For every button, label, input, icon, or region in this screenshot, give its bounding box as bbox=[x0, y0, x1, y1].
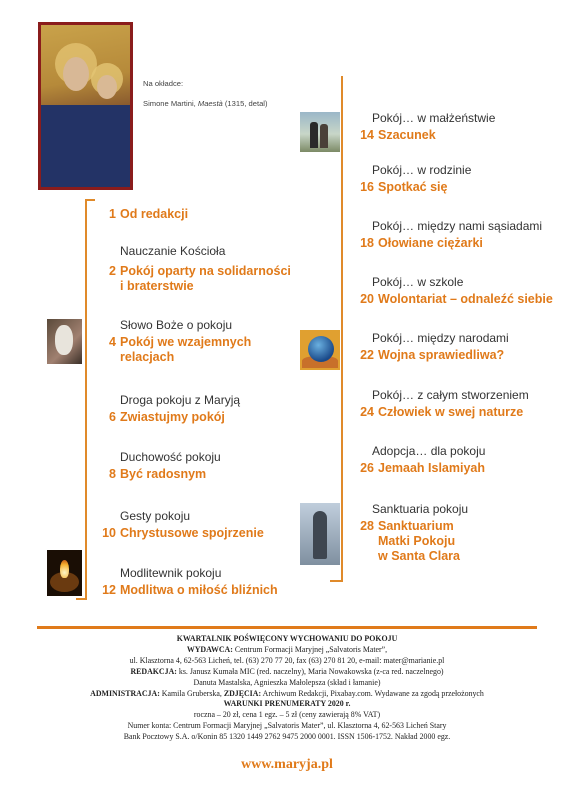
left-line-bottom-tick bbox=[76, 598, 87, 600]
toc-entry[interactable] bbox=[346, 163, 471, 195]
toc-entry[interactable] bbox=[94, 207, 188, 222]
imprint-publisher: WYDAWCA: Centrum Formacji Maryjnej „Salvatoris Mater”, bbox=[186, 644, 388, 654]
footer-divider bbox=[37, 626, 537, 629]
page-number: 16 bbox=[360, 179, 374, 194]
entry-title[interactable]: Modlitwa o miłość bliźnich bbox=[120, 582, 278, 597]
page-number: 2 bbox=[109, 263, 116, 278]
page-number: 22 bbox=[360, 347, 374, 362]
entry-title[interactable]: Spotkać się bbox=[378, 179, 448, 194]
toc-entry[interactable] bbox=[346, 502, 468, 564]
subscription-heading: WARUNKI PRENUMERATY 2020 r. bbox=[223, 699, 351, 709]
left-column-line bbox=[85, 199, 87, 599]
entry-category: Pokój… w rodzinie bbox=[372, 163, 472, 177]
toc-entry[interactable] bbox=[94, 244, 291, 294]
toc-entry[interactable] bbox=[94, 509, 264, 541]
candle-photo bbox=[47, 550, 82, 596]
page-number: 28 bbox=[360, 518, 374, 533]
page-number: 20 bbox=[360, 291, 374, 306]
toc-entry[interactable] bbox=[94, 450, 221, 482]
entry-category: Słowo Boże o pokoju bbox=[120, 318, 233, 332]
entry-category: Nauczanie Kościoła bbox=[120, 244, 226, 258]
globe-photo bbox=[300, 330, 340, 370]
entry-category: Modlitewnik pokoju bbox=[120, 566, 222, 580]
toc-entry[interactable] bbox=[346, 111, 495, 143]
cover-caption-credit: Simone Martini, Maestà (1315, detal) bbox=[143, 99, 268, 109]
toc-entry[interactable] bbox=[346, 388, 529, 420]
right-column-line bbox=[341, 76, 343, 582]
entry-category: Sanktuaria pokoju bbox=[372, 502, 469, 516]
website-link[interactable]: www.maryja.pl bbox=[241, 757, 333, 772]
entry-category: Pokój… w małżeństwie bbox=[372, 111, 496, 125]
page-number: 1 bbox=[109, 207, 116, 221]
toc-entry[interactable] bbox=[346, 275, 553, 307]
mask-photo bbox=[47, 319, 82, 364]
entry-category: Pokój… między nami sąsiadami bbox=[372, 219, 543, 233]
entry-category: Droga pokoju z Maryją bbox=[120, 393, 241, 407]
entry-title[interactable]: Jemaah Islamiyah bbox=[378, 460, 486, 475]
entry-category: Adopcja… dla pokoju bbox=[372, 444, 486, 458]
imprint-administration: ADMINISTRACJA: Kamila Gruberska, ZDJĘCIA: Archiwum Redakcji, Pixabay.com. Wydawane za zgodą przełożonych bbox=[90, 688, 484, 698]
toc-entry[interactable] bbox=[346, 219, 542, 251]
toc-entry[interactable] bbox=[346, 444, 485, 476]
subscription-prices: roczna – 20 zł, cena 1 egz. – 5 zł (ceny zawierają 8% VAT) bbox=[193, 710, 381, 720]
page-number: 8 bbox=[109, 466, 116, 481]
page-number: 10 bbox=[102, 525, 116, 540]
toc-entry[interactable] bbox=[94, 393, 240, 425]
toc-entry[interactable] bbox=[346, 331, 509, 363]
entry-title[interactable]: Wojna sprawiedliwa? bbox=[378, 347, 505, 362]
statue-photo bbox=[300, 503, 340, 565]
entry-title[interactable]: Ołowiane ciężarki bbox=[378, 235, 483, 250]
cover-caption-label: Na okładce: bbox=[143, 79, 184, 88]
couple-photo bbox=[300, 112, 340, 152]
entry-title[interactable]: Chrystusowe spojrzenie bbox=[120, 525, 264, 540]
entry-title[interactable]: Człowiek w swej naturze bbox=[378, 404, 524, 419]
entry-title[interactable]: Zwiastujmy pokój bbox=[120, 409, 225, 424]
toc-entry[interactable] bbox=[94, 566, 278, 598]
page-number: 12 bbox=[102, 582, 116, 597]
imprint-layout: Danuta Mastalska, Agnieszka Małolepsza (skład i łamanie) bbox=[193, 677, 381, 687]
page-number: 24 bbox=[360, 404, 374, 419]
entry-category: Pokój… z całym stworzeniem bbox=[372, 388, 529, 402]
imprint-heading: KWARTALNIK POŚWIĘCONY WYCHOWANIU DO POKOJU bbox=[176, 634, 398, 643]
page-number: 4 bbox=[109, 334, 116, 349]
entry-title[interactable]: Być radosnym bbox=[120, 466, 207, 481]
account-info: Numer konta: Centrum Formacji Maryjnej „Salvatoris Mater”, ul. Klasztorna 4, 62-563 Licheń Stary bbox=[127, 721, 447, 731]
entry-title[interactable]: Sanktuarium Matki Pokoju w Santa Clara bbox=[378, 518, 460, 564]
page-number: 14 bbox=[360, 127, 374, 142]
toc-entry[interactable] bbox=[94, 318, 251, 365]
entry-title[interactable]: Pokój we wzajemnych relacjach bbox=[120, 334, 252, 364]
page-number: 6 bbox=[109, 409, 116, 424]
entry-category: Duchowość pokoju bbox=[120, 450, 221, 464]
bank-info: Bank Pocztowy S.A. o/Konin 85 1320 1449 2762 9475 2000 0001. ISSN 1506-1752. Nakład 2000 egz. bbox=[123, 732, 451, 742]
imprint bbox=[37, 634, 537, 743]
right-line-bottom-tick bbox=[330, 580, 342, 582]
entry-category: Gesty pokoju bbox=[120, 509, 191, 523]
entry-title[interactable]: Od redakcji bbox=[120, 207, 189, 221]
cover-caption bbox=[143, 80, 268, 109]
entry-category: Pokój… w szkole bbox=[372, 275, 464, 289]
page-number: 26 bbox=[360, 460, 374, 475]
entry-title[interactable]: Szacunek bbox=[378, 127, 436, 142]
imprint-address: ul. Klasztorna 4, 62-563 Licheń, tel. (63) 270 77 20, fax (63) 270 81 20, e-mail: mater@marianie.pl bbox=[129, 655, 445, 665]
page-number: 18 bbox=[360, 235, 374, 250]
entry-title[interactable]: Wolontariat – odnaleźć siebie bbox=[378, 291, 553, 306]
imprint-editors: REDAKCJA: ks. Janusz Kumała MIC (red. naczelny), Maria Nowakowska (z-ca red. naczelnego) bbox=[130, 666, 444, 676]
left-line-top-tick bbox=[85, 199, 95, 201]
cover-image bbox=[38, 22, 133, 190]
entry-category: Pokój… między narodami bbox=[372, 331, 509, 345]
entry-title[interactable]: Pokój oparty na solidarności i braterstwie bbox=[120, 263, 291, 293]
